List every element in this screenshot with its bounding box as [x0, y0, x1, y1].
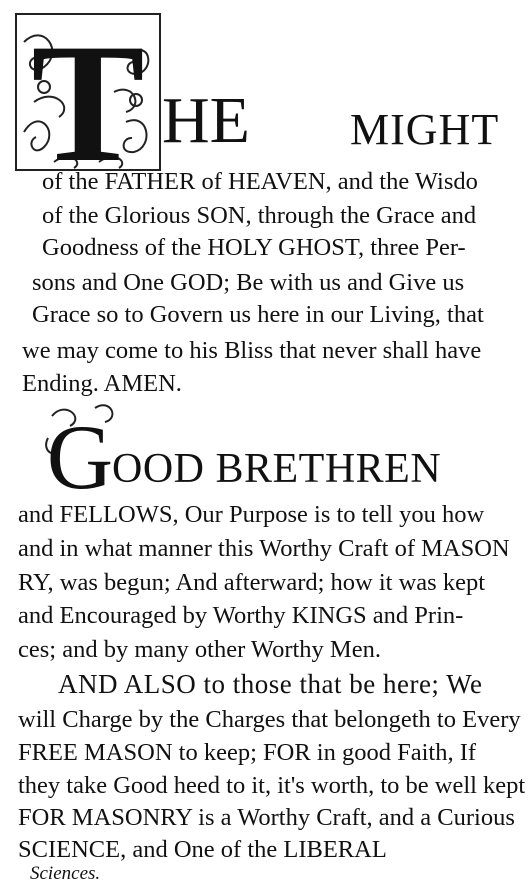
text-line-7: Ending. AMEN. — [22, 370, 182, 397]
text-line-8: and FELLOWS, Our Purpose is to tell you how — [18, 501, 485, 528]
text-line-6: we may come to his Bliss that never shall have — [22, 337, 482, 364]
svg-text:T: T — [31, 12, 145, 172]
flourish-ornament-icon — [40, 398, 122, 496]
text-line-18: SCIENCE, and One of the LIBERAL — [18, 836, 387, 863]
text-line-13: AND ALSO to those that be here; We — [58, 669, 483, 699]
text-line-10: RY, was begun; And afterward; how it was kept — [18, 569, 486, 596]
text-line-14: will Charge by the Charges that belongeth to Every — [18, 706, 521, 733]
text-line-1: of the FATHER of HEAVEN, and the Wisdo — [42, 168, 478, 195]
ornamental-drop-cap-g — [40, 398, 122, 496]
svg-text:G: G — [46, 406, 114, 496]
ornamental-drop-cap-t — [14, 12, 162, 172]
text-line-17: FOR MASONRY is a Worthy Craft, and a Curious — [18, 804, 515, 831]
text-line-9: and in what manner this Worthy Craft of MASON — [18, 535, 510, 562]
text-line-4: sons and One GOD; Be with us and Give us — [32, 269, 465, 296]
heading-might: MIGHT — [350, 105, 500, 154]
text-line-19: Sciences. — [30, 863, 101, 884]
text-line-2: of the Glorious SON, through the Grace and — [42, 202, 477, 229]
text-line-11: and Encouraged by Worthy KINGS and Prin- — [18, 602, 464, 629]
text-line-5: Grace so to Govern us here in our Living, that — [32, 301, 484, 328]
text-line-16: they take Good heed to it, it's worth, to be well kept — [18, 772, 526, 799]
text-line-12: ces; and by many other Worthy Men. — [18, 636, 381, 663]
heading-good-brethren: OOD BRETHREN — [112, 446, 442, 492]
text-line-15: FREE MASON to keep; FOR in good Faith, If — [18, 739, 477, 766]
text-line-3: Goodness of the HOLY GHOST, three Per- — [42, 234, 466, 261]
floral-ornament-icon — [14, 12, 162, 172]
heading-he: HE — [162, 84, 250, 157]
